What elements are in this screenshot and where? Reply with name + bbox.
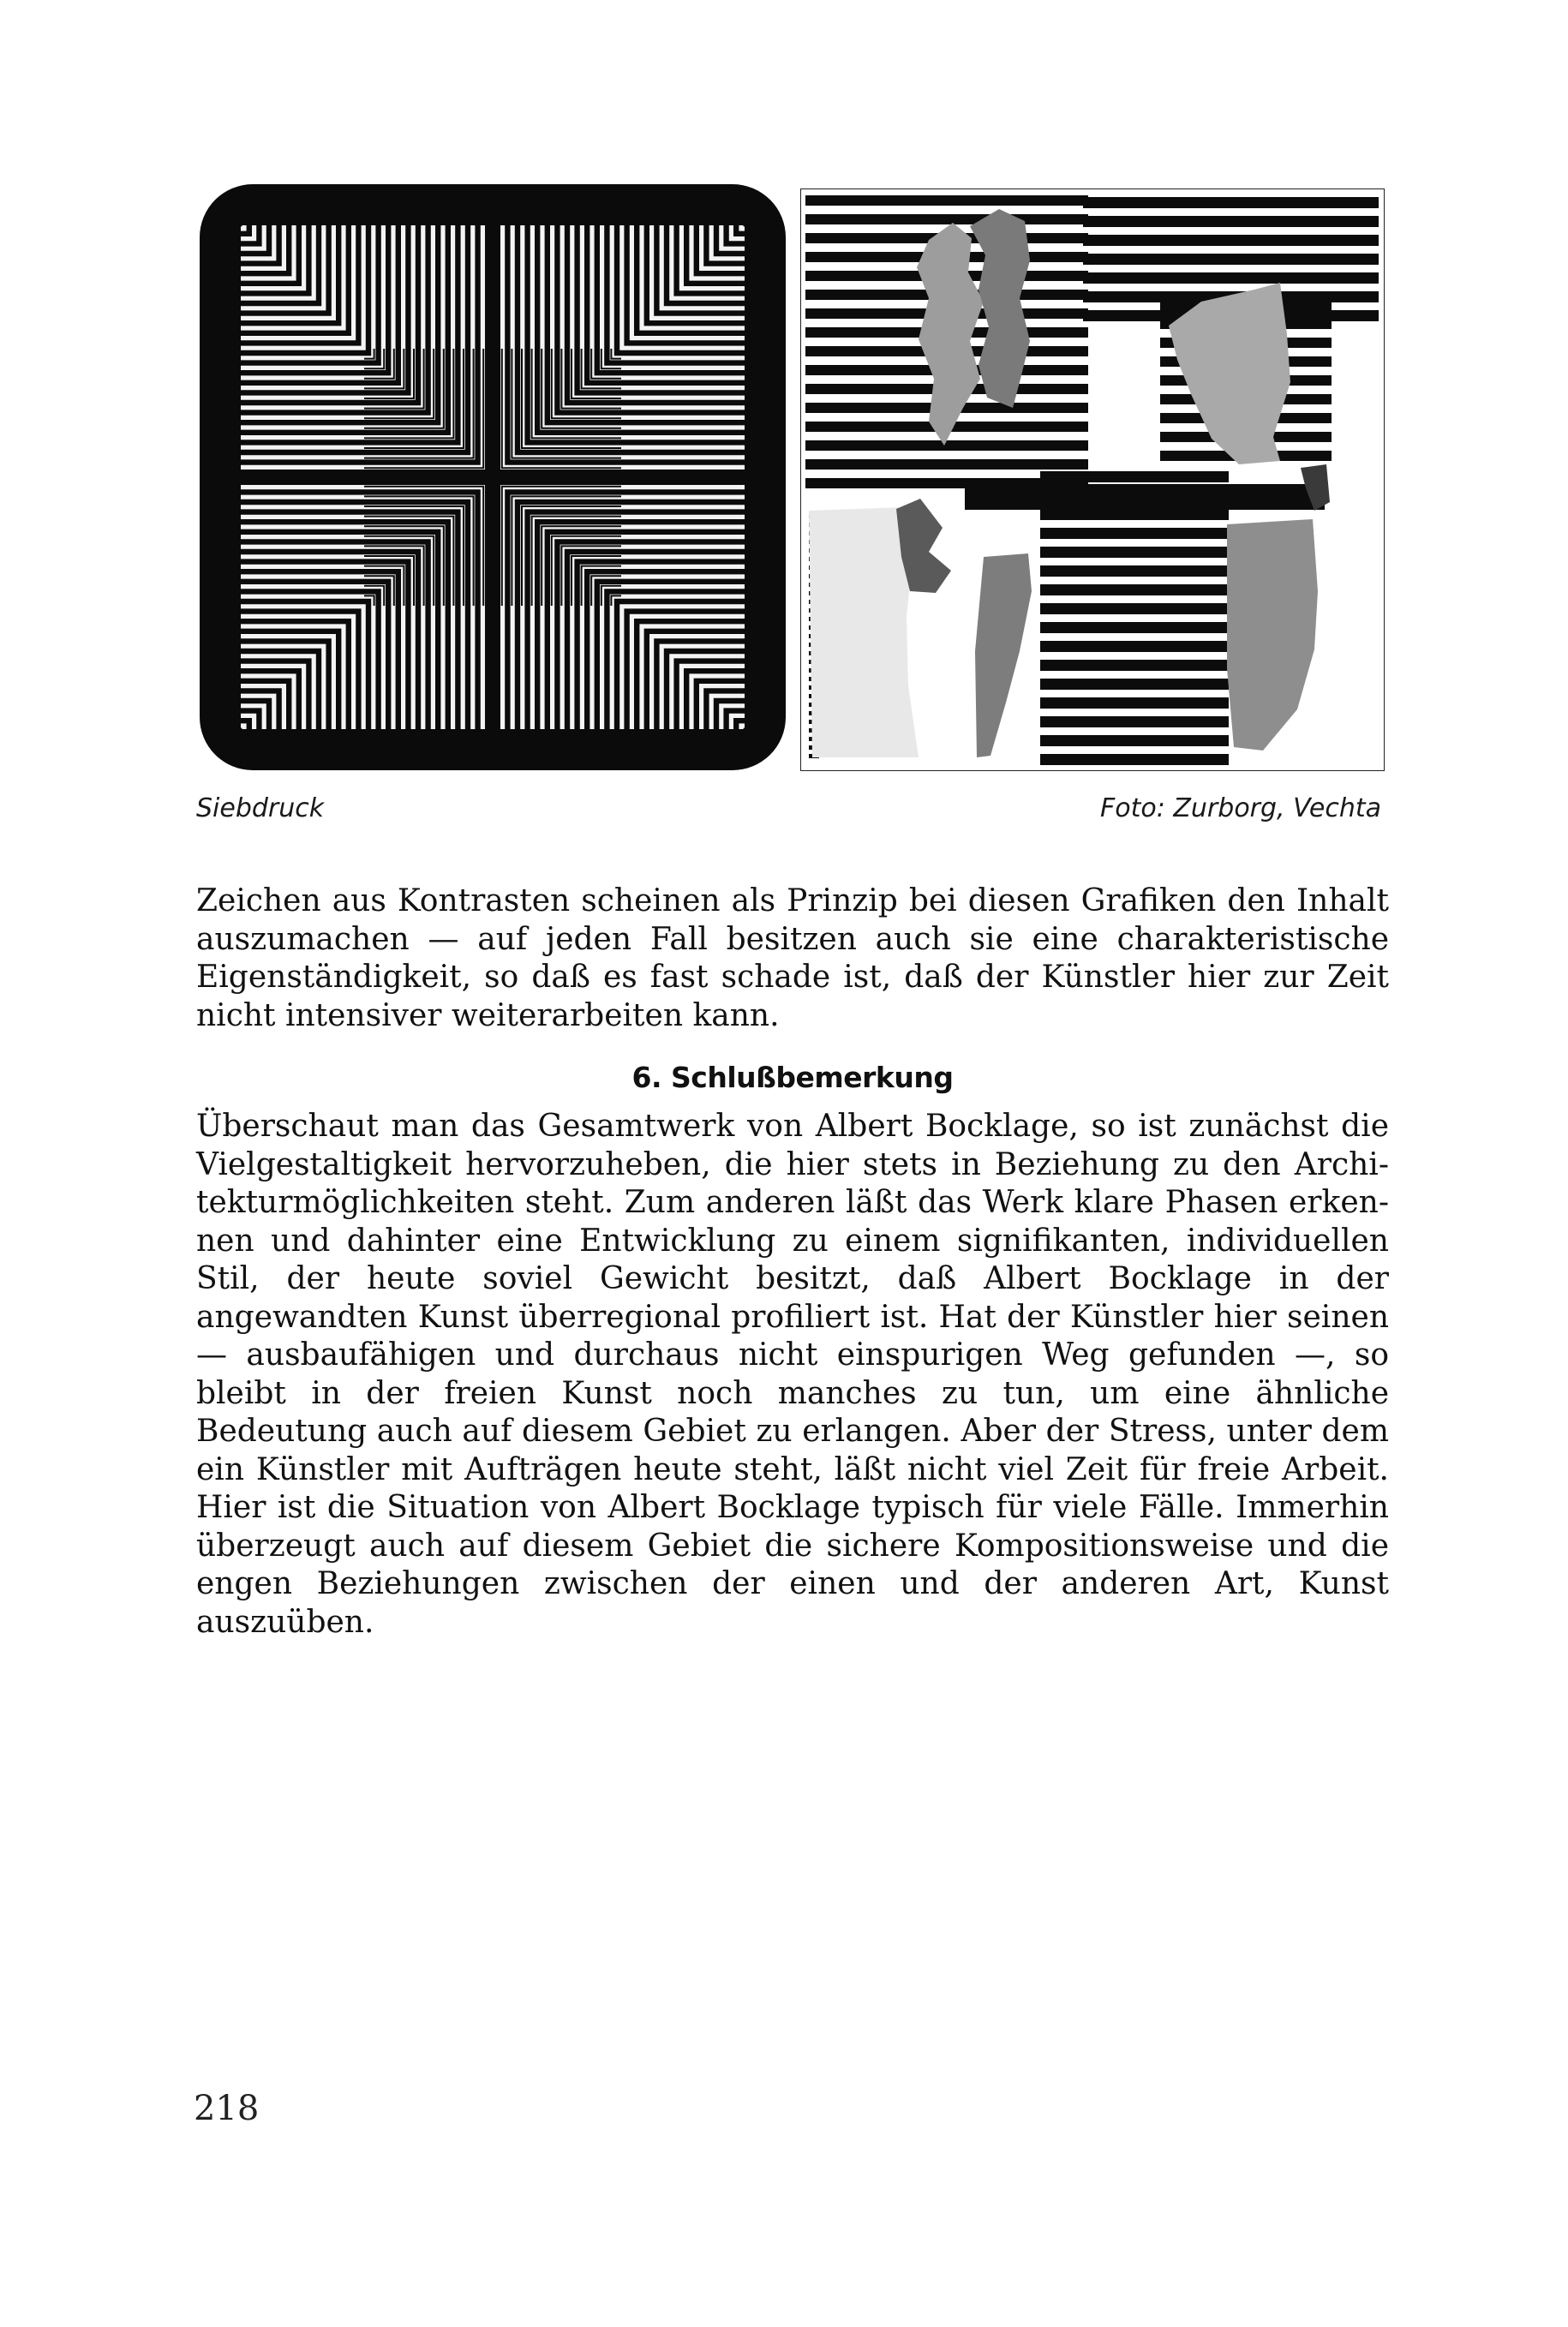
figure-caption-photo-credit: Foto: Zurborg, Vechta [1100,793,1381,823]
collage-stripe [1083,254,1379,265]
section-heading: 6. Schlußbemerkung [631,1061,954,1094]
collage-stripe [1040,603,1229,614]
screen-print-left [200,184,786,770]
body-paragraph-1: Zeichen aus Kontrasten scheinen als Prinzip bei diesen Grafiken den Inhalt auszumachen — auf jeden Fall besitzen auch sie eine charakteristische Eigenständigkeit, so daß es fast schade ist, daß der Künstler hier zur Zeit nicht intensiver weiterarbeiten kann. [196,883,1389,1033]
collage-stripe [805,195,1088,206]
collage-stripe [805,214,1088,224]
collage-stripe [1083,197,1379,208]
collage-stripe [1083,235,1379,246]
collage-stripe [1040,622,1229,633]
collage-stripe [1040,660,1229,671]
collage-stripe [1040,735,1229,746]
figure-caption-technique: Siebdruck [196,793,325,823]
collage-stripe [1040,471,1229,482]
collage-stripe [1040,547,1229,558]
collage-stripe [1040,754,1229,765]
collage-band [965,484,1325,510]
collage-stripe [1040,697,1229,709]
collage-stripe [1040,565,1229,577]
collage-stripe [1083,216,1379,227]
collage-right [800,188,1385,771]
collage-stripe [1040,509,1229,520]
collage-stripe [805,440,1088,451]
collage-stripe [1040,528,1229,539]
page-number: 218 [194,2089,260,2128]
collage-stripe [1083,272,1379,284]
collage-stripe [1040,679,1229,690]
body-paragraph-2: Überschaut man das Gesamtwerk von Albert Bocklage, so ist zunächst die Vielgestaltigkeit hervorzuheben, die hier stets in Beziehung zu den Architekturmöglichkeiten steht. Zum anderen läßt das Werk klare Phasen erkennen und dahinter eine Entwicklung zu einem signifikanten, individuellen Stil, der heute soviel Gewicht besitzt, daß Albert Bocklage in der angewandten Kunst überregional profiliert ist. Hat der Künstler hier seinen — ausbaufähigen und durchaus nicht einspurigen Weg gefunden —, so bleibt in der freien Kunst noch manches zu tun, um eine ähnliche Bedeutung auch auf diesem Gebiet zu erlangen. Aber der Stress, unter dem ein Künstler mit Aufträgen heute steht, läßt nicht viel Zeit für freie Arbeit. Hier ist die Situation von Albert Bocklage typisch für viele Fälle. Immerhin überzeugt auch auf diesem Gebiet die sichere Kompositionsweise und die engen Beziehungen zwischen der einen und der anderen Art, Kunst auszuüben. [196,1109,1389,1640]
collage-stripe [805,459,1088,470]
collage-stripe [1040,641,1229,652]
collage-stripe [1040,716,1229,727]
collage-stripe [1040,584,1229,595]
